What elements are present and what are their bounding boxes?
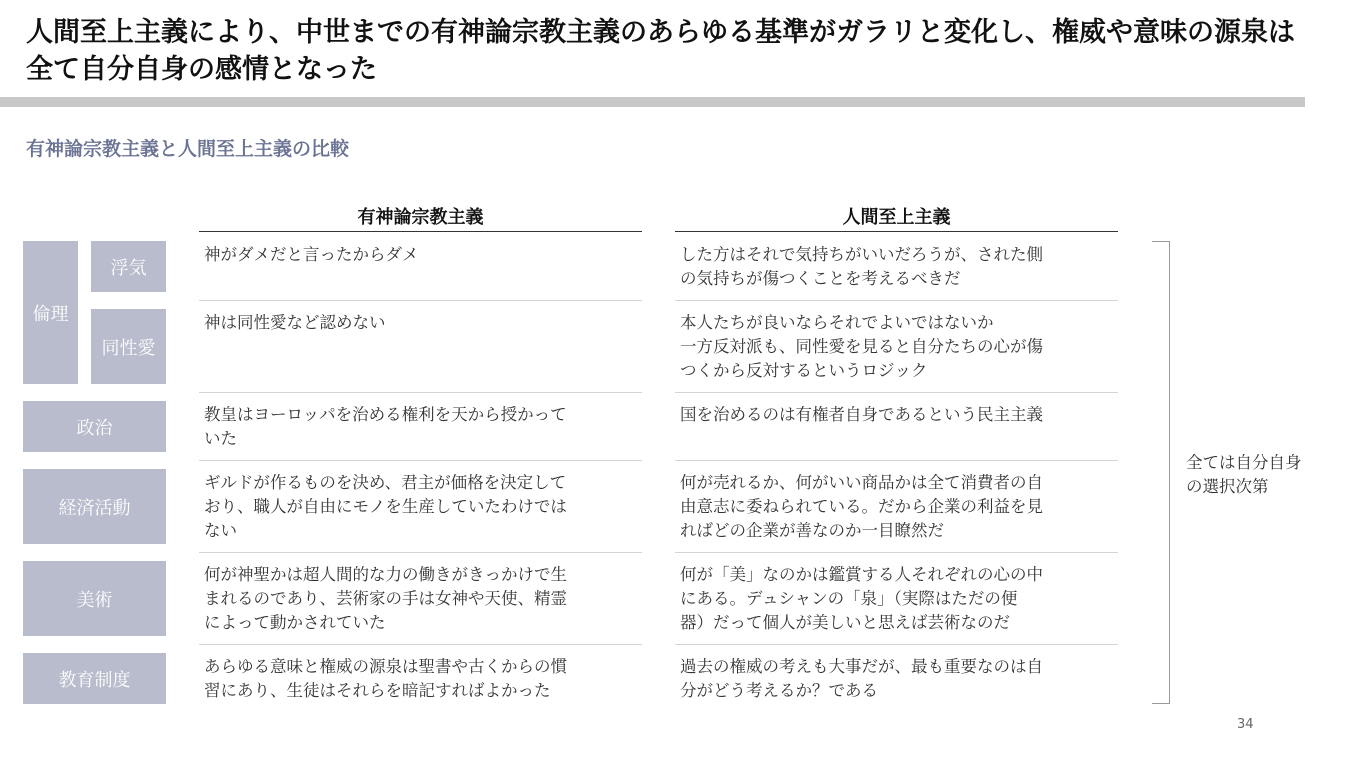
slide-subtitle: 有神論宗教主義と人間至上主義の比較	[26, 138, 350, 160]
theism-economy-text: ギルドが作るものを決め、君主が価格を決定して おり、職人が自由にモノを生産していたわけでは ない	[204, 473, 567, 540]
humanism-art-text: 何が「美」なのかは鑑賞する人それぞれの心の中 にある。デュシャンの「泉」（実際はただの便 器）だって個人が美しいと思えば芸術なのだ	[680, 565, 1043, 632]
category-education: 教育制度	[23, 653, 166, 704]
column-header-humanism: 人間至上主義	[675, 203, 1118, 232]
row-divider	[675, 552, 1118, 553]
page-number: 34	[1237, 717, 1254, 732]
category-economy: 経済活動	[23, 469, 166, 544]
theism-infidelity-text: 神がダメだと言ったからダメ	[204, 245, 419, 264]
category-homosexuality: 同性愛	[91, 309, 166, 384]
theism-education-text: あらゆる意味と権威の源泉は聖書や古くからの慣 習にあり、生徒はそれらを暗記すればよかった	[204, 657, 567, 700]
row-divider	[675, 460, 1118, 461]
row-divider	[675, 300, 1118, 301]
column-header-theism: 有神論宗教主義	[199, 203, 642, 232]
humanism-politics-text: 国を治めるのは有権者自身であるという民主主義	[680, 405, 1043, 424]
row-divider	[199, 460, 642, 461]
category-infidelity: 浮気	[91, 241, 166, 292]
row-divider	[675, 392, 1118, 393]
row-divider	[199, 552, 642, 553]
summary-bracket	[1152, 241, 1170, 704]
humanism-homosexuality-text: 本人たちが良いならそれでよいではないか 一方反対派も、同性愛を見ると自分たちの心が傷 つくから反対するというロジック	[680, 313, 1043, 380]
humanism-education-text: 過去の権威の考えも大事だが、最も重要なのは自 分がどう考えるか？である	[680, 657, 1043, 700]
row-divider	[199, 392, 642, 393]
humanism-infidelity-text: した方はそれで気持ちがいいだろうが、された側 の気持ちが傷つくことを考えるべきだ	[680, 245, 1043, 288]
row-divider	[675, 644, 1118, 645]
theism-art-text: 何が神聖かは超人間的な力の働きがきっかけで生 まれるのであり、芸術家の手は女神や天使、精霊 によって動かされていた	[204, 565, 567, 632]
humanism-economy-text: 何が売れるか、何がいい商品かは全て消費者の自 由意志に委ねられている。だから企業の利益を見 ればどの企業が善なのか一目瞭然だ	[680, 473, 1043, 540]
category-politics: 政治	[23, 401, 166, 452]
theism-politics-text: 教皇はヨーロッパを治める権利を天から授かって いた	[204, 405, 567, 448]
row-divider	[199, 300, 642, 301]
theism-homosexuality-text: 神は同性愛など認めない	[204, 313, 386, 332]
summary-text: 全ては自分自身 の選択次第	[1186, 453, 1302, 496]
title-divider	[0, 97, 1305, 107]
slide-title: 人間至上主義により、中世までの有神論宗教主義のあらゆる基準がガラリと変化し、権威や意味の源泉は全て自分自身の感情となった	[26, 17, 1295, 85]
category-art: 美術	[23, 561, 166, 636]
row-divider	[199, 644, 642, 645]
category-ethics: 倫理	[23, 241, 78, 384]
